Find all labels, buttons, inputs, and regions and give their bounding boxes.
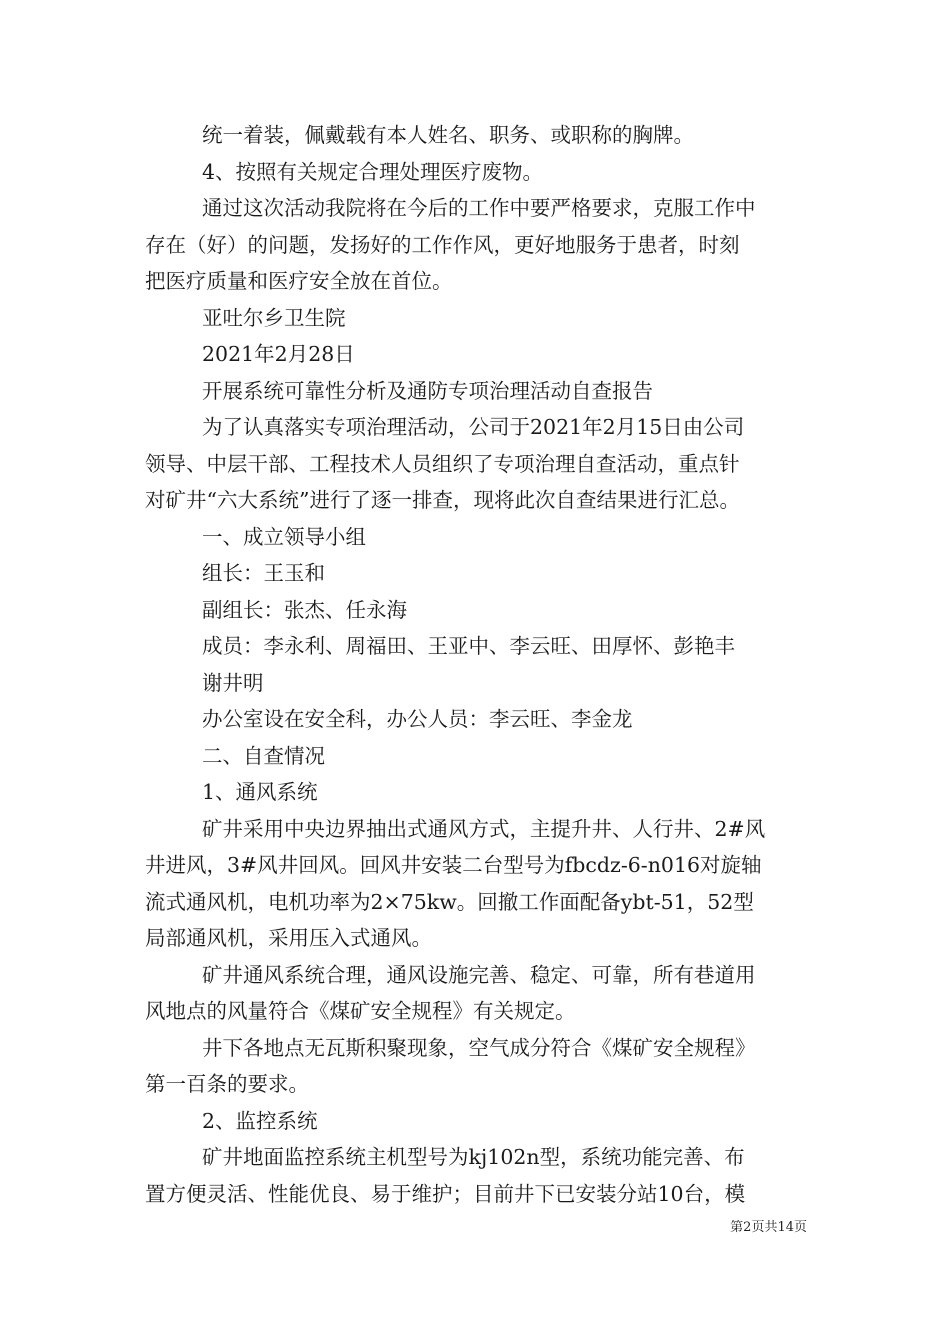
text-line: 矿井地面监控系统主机型号为kj102n型，系统功能完善、布 [202, 1145, 745, 1169]
text-line: 对矿井“六大系统”进行了逐一排查，现将此次自查结果进行汇总。 [145, 488, 740, 512]
text-line: 矿井通风系统合理，通风设施完善、稳定、可靠，所有巷道用 [202, 962, 756, 987]
text-line: 2021年2月28日 [202, 342, 355, 366]
text-line: 风地点的风量符合《煤矿安全规程》有关规定。 [145, 999, 576, 1023]
text-line: 二、自查情况 [202, 743, 325, 768]
text-line: 井下各地点无瓦斯积聚现象，空气成分符合《煤矿安全规程》 [202, 1035, 756, 1060]
text-line: 存在（好）的问题，发扬好的工作作风，更好地服务于患者，时刻 [145, 232, 740, 257]
text-line: 第一百条的要求。 [145, 1072, 309, 1096]
page-number: 第2页共14页 [730, 1220, 807, 1235]
text-line: 办公室设在安全科，办公人员：李云旺、李金龙 [202, 707, 633, 731]
text-line: 流式通风机，电机功率为2×75kw。回撤工作面配备ybt-51，52型 [145, 889, 754, 914]
text-line: 4、按照有关规定合理处理医疗废物。 [202, 159, 544, 184]
text-line: 把医疗质量和医疗安全放在首位。 [145, 269, 453, 293]
text-line: 开展系统可靠性分析及通防专项治理活动自查报告 [202, 378, 653, 403]
text-line: 2、监控系统 [202, 1108, 318, 1133]
text-line: 通过这次活动我院将在今后的工作中要严格要求，克服工作中 [202, 196, 756, 220]
text-line: 为了认真落实专项治理活动，公司于2021年2月15日由公司 [202, 415, 745, 439]
text-line: 领导、中层干部、工程技术人员组织了专项治理自查活动，重点针 [145, 451, 740, 476]
text-line: 矿井采用中央边界抽出式通风方式，主提升井、人行井、2#风 [202, 816, 766, 841]
document-body [145, 117, 810, 1212]
text-line: 成员：李永利、周福田、王亚中、李云旺、田厚怀、彭艳丰 [202, 634, 735, 658]
text-line: 井进风，3#风井回风。回风井安装二台型号为fbcdz-6-n016对旋轴 [145, 853, 762, 877]
text-line: 谢井明 [202, 670, 264, 695]
text-line: 1、通风系统 [202, 780, 318, 804]
text-line: 组长：王玉和 [202, 561, 325, 585]
text-line: 置方便灵活、性能优良、易于维护；目前井下已安装分站10台，模 [145, 1181, 746, 1206]
text-line: 统一着装，佩戴载有本人姓名、职务、或职称的胸牌。 [202, 123, 694, 147]
text-line: 副组长：张杰、任永海 [202, 597, 407, 622]
text-line: 一、成立领导小组 [202, 524, 366, 549]
text-line: 局部通风机，采用压入式通风。 [145, 926, 432, 950]
text-line: 亚吐尔乡卫生院 [202, 305, 346, 330]
